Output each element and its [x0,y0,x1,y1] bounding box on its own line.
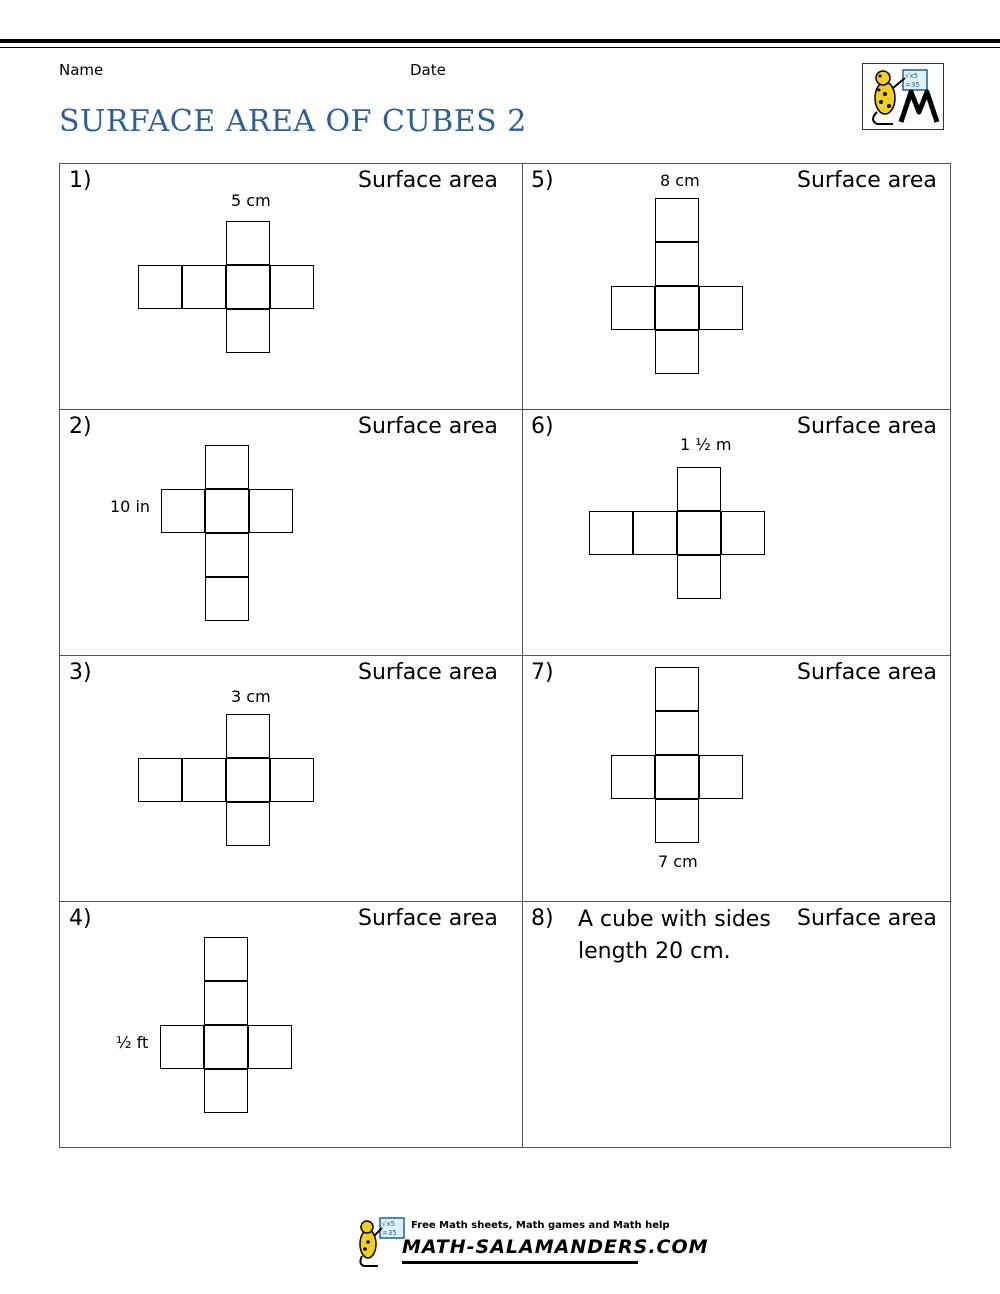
footer-underline [402,1261,638,1264]
net-face [633,511,677,555]
net-face [205,533,249,577]
net-face [611,755,655,799]
net-face [270,265,314,309]
problem-2-surface-area-label: Surface area [358,414,498,439]
net-face [205,577,249,621]
net-face [226,714,270,758]
problem-7-surface-area-label: Surface area [797,660,937,685]
problem-3-number: 3) [69,660,92,685]
net-face [205,445,249,489]
worksheet-grid [59,163,951,1148]
problem-1-surface-area-label: Surface area [358,168,498,193]
logo-board-text-1: √x5 [905,72,919,80]
problem-8-surface-area-label: Surface area [797,906,937,931]
top-rule-thin [0,47,1000,48]
name-label: Name [59,61,104,79]
svg-text:=35: =35 [382,1229,397,1237]
net-face [138,265,182,309]
net-face [655,242,699,286]
net-face [699,286,743,330]
top-rule-thick [0,39,1000,43]
problem-8-number: 8) [531,906,554,931]
net-face [655,667,699,711]
net-face [655,755,699,799]
logo-board-text-2: =35 [905,81,920,89]
net-face [226,265,270,309]
net-face [204,981,248,1025]
problem-6-dimension: 1 ½ m [680,435,732,454]
net-face [226,309,270,353]
problem-1-number: 1) [69,168,92,193]
net-face [699,755,743,799]
problem-4-dimension: ½ ft [116,1033,149,1052]
grid-divider-row-1 [60,409,950,410]
net-face [138,758,182,802]
net-face [204,1025,248,1069]
footer-site-name: MATH-SALAMANDERS.COM [402,1236,709,1258]
problem-5-number: 5) [531,168,554,193]
net-face [655,286,699,330]
problem-6-number: 6) [531,414,554,439]
net-face [677,555,721,599]
net-face [655,799,699,843]
net-face [655,330,699,374]
net-face [161,489,205,533]
page-title: SURFACE AREA OF CUBES 2 [59,104,527,139]
date-label: Date [410,61,446,79]
problem-4-number: 4) [69,906,92,931]
svg-text:√x5: √x5 [382,1220,396,1228]
net-face [589,511,633,555]
net-face [249,489,293,533]
problem-3-surface-area-label: Surface area [358,660,498,685]
net-face [182,265,226,309]
problem-3-dimension: 3 cm [231,687,271,706]
net-face [205,489,249,533]
net-face [248,1025,292,1069]
problem-7-number: 7) [531,660,554,685]
problem-4-surface-area-label: Surface area [358,906,498,931]
problem-5-dimension: 8 cm [660,171,700,190]
problem-2-dimension: 10 in [110,497,151,516]
net-face [182,758,226,802]
net-face [226,758,270,802]
problem-8-question-text: A cube with sides length 20 cm. [578,907,771,964]
problem-2-number: 2) [69,414,92,439]
net-face [160,1025,204,1069]
net-face [226,802,270,846]
problem-1-dimension: 5 cm [231,191,271,210]
net-face [655,711,699,755]
grid-divider-row-3 [60,901,950,902]
problem-7-dimension: 7 cm [658,852,698,871]
footer-tagline: Free Math sheets, Math games and Math help [411,1220,670,1231]
grid-divider-row-2 [60,655,950,656]
footer-branding [356,1214,709,1268]
net-face [721,511,765,555]
net-face [270,758,314,802]
net-face [677,467,721,511]
salamander-logo-icon [862,63,944,130]
net-face [611,286,655,330]
net-face [677,511,721,555]
problem-6-surface-area-label: Surface area [797,414,937,439]
net-face [204,937,248,981]
net-face [226,221,270,265]
net-face [204,1069,248,1113]
net-face [655,198,699,242]
problem-5-surface-area-label: Surface area [797,168,937,193]
